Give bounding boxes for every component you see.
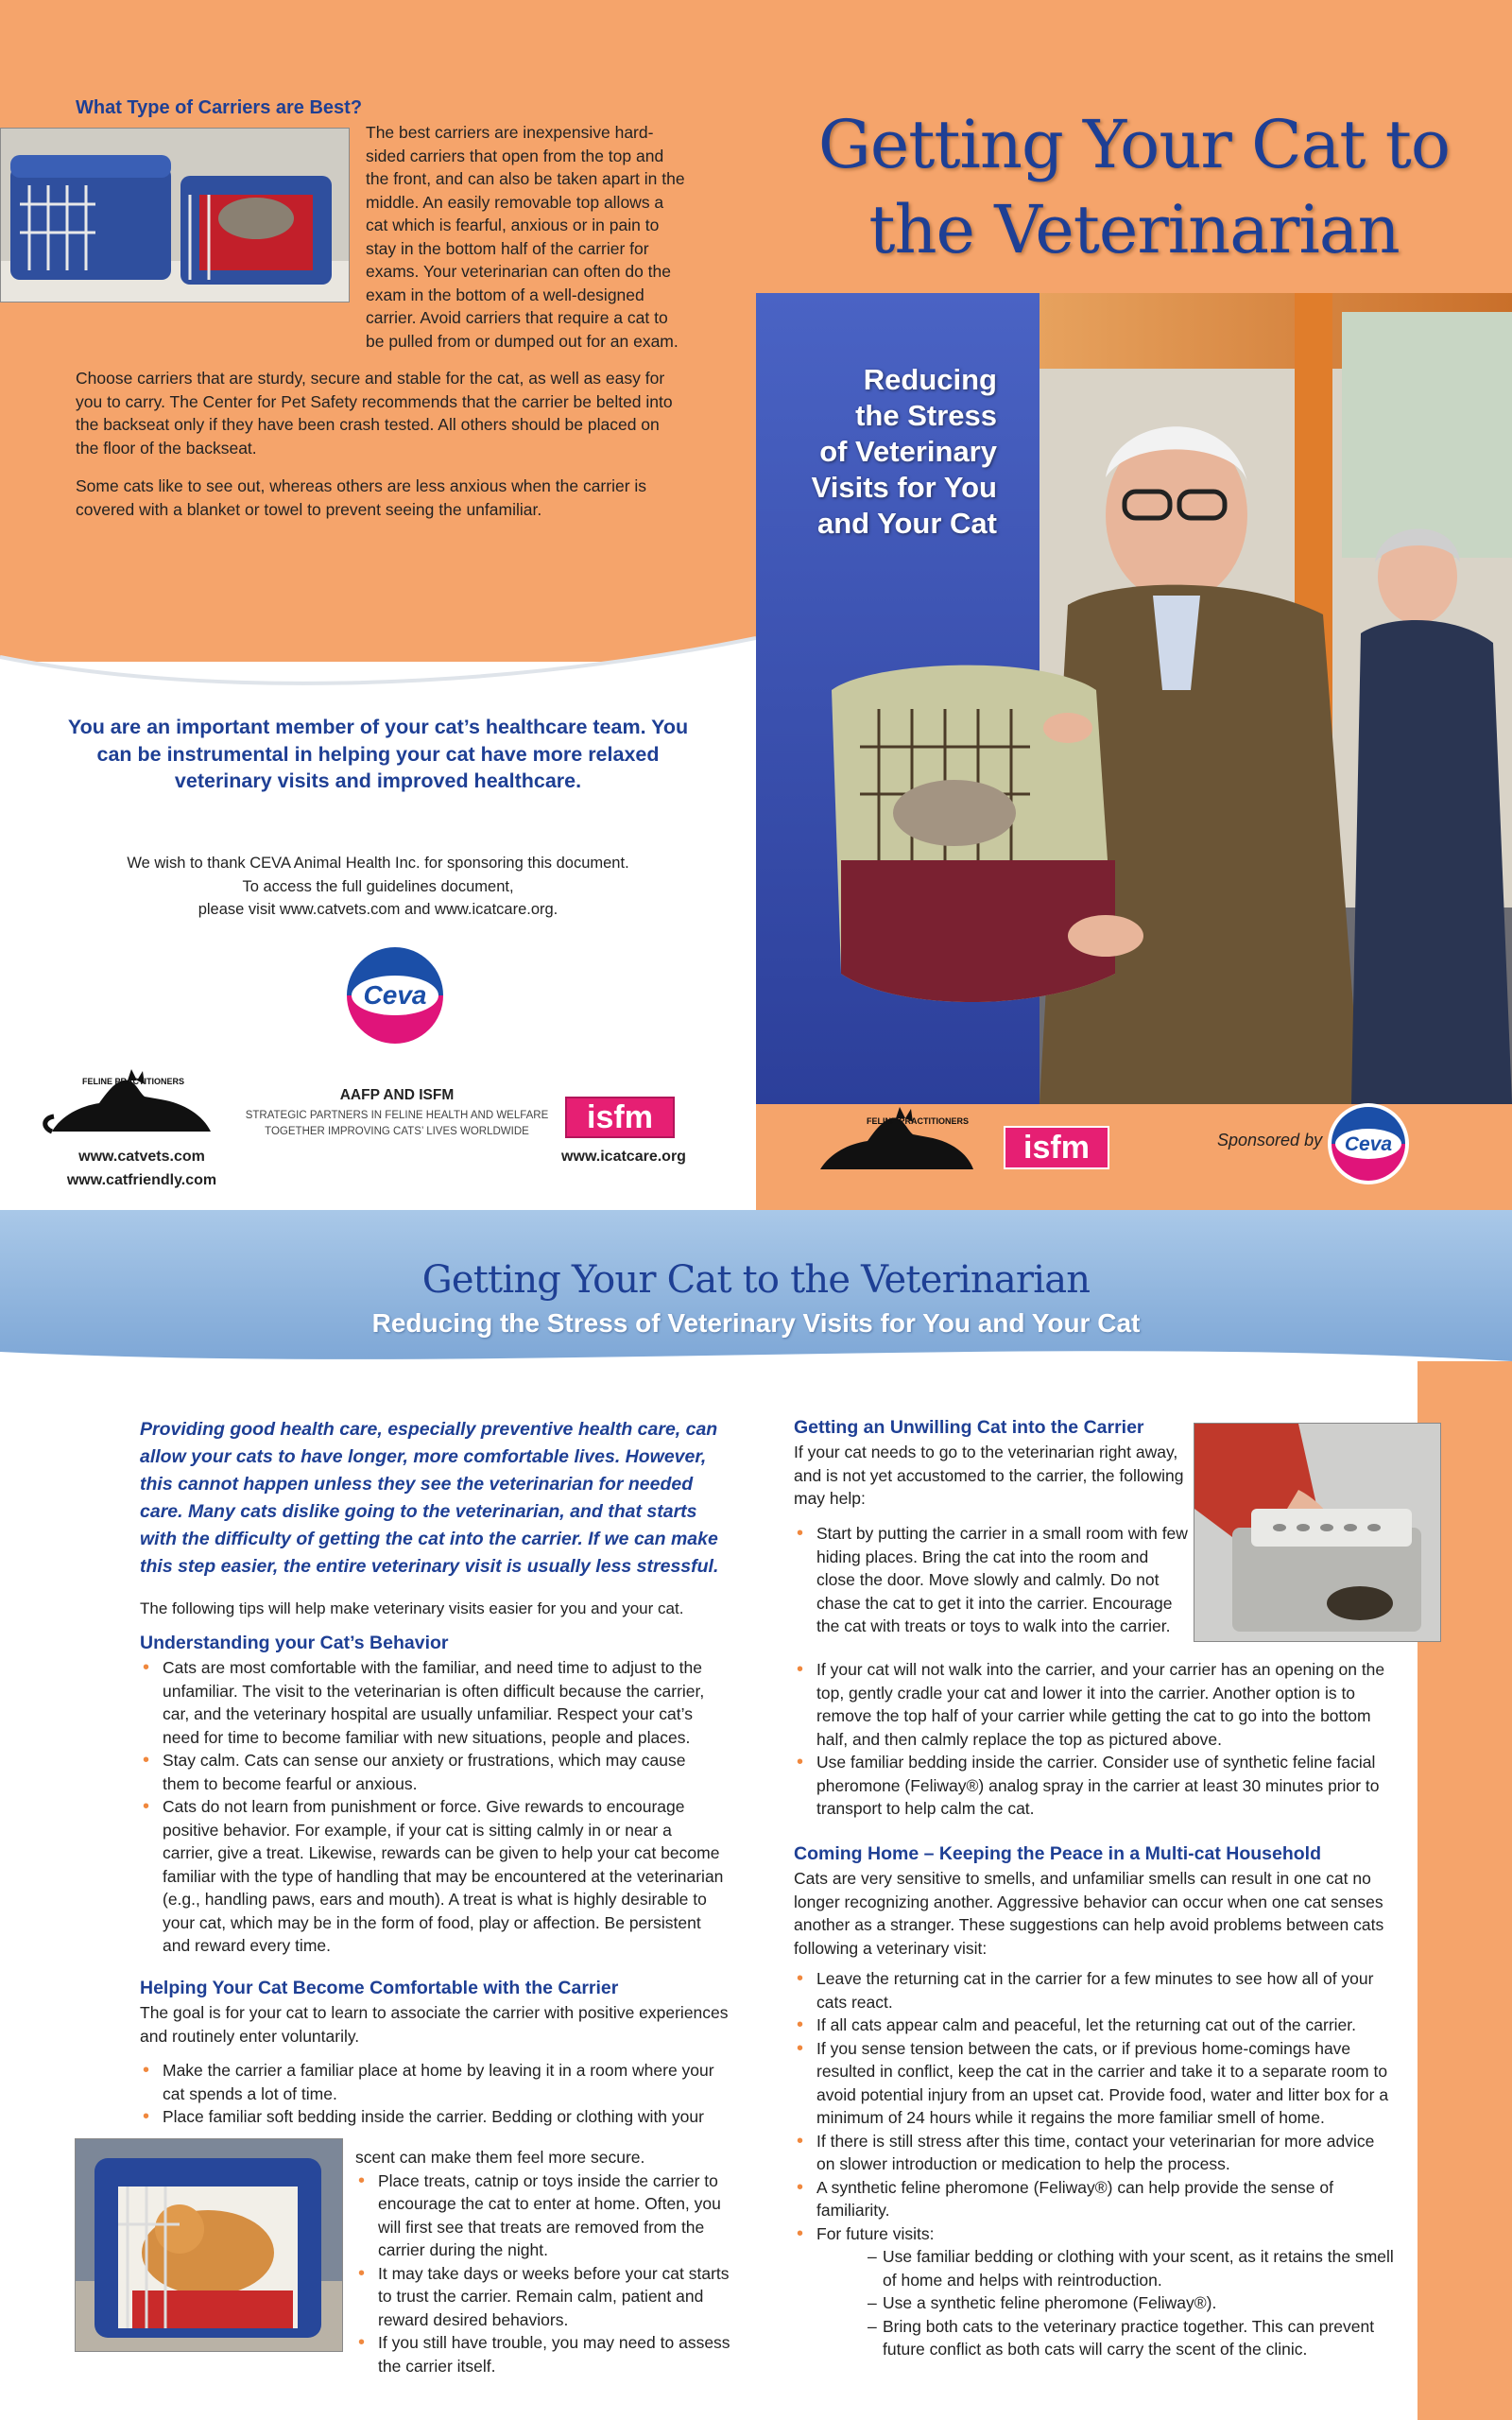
tagline-line-1: STRATEGIC PARTNERS IN FELINE HEALTH AND WELFARE [245, 1110, 549, 1121]
sponsored-by-label: Sponsored by [1217, 1131, 1323, 1150]
guide-title: Getting Your Cat to the Veterinarian [421, 1258, 1091, 1302]
unwilling-heading: Getting an Unwilling Cat into the Carrier [794, 1417, 1144, 1438]
list-item: • Start by putting the carrier in a small room with few hiding places. Bring the cat into the room and close the door. Move slowly and calmly. Do not chase the cat to get it into the carrier. Encourage the cat with treats or toys to walk into the carrier. [794, 1522, 1191, 1638]
coming-home-heading: Coming Home – Keeping the Peace in a Multi-cat Household [794, 1843, 1321, 1864]
guide-subtitle: Reducing the Stress of Veterinary Visits for You and Your Cat [371, 1308, 1141, 1338]
ceva-logo [1328, 1103, 1409, 1184]
list-item: • If you sense tension between the cats, or if previous home-comings have resulted in conflict, keep the cat in the carrier and take it to a separate room to avoid potential injury from an upset cat. Provide food, water and litter box for a minimum of 24 hours while it regains the more familiar smell of home. [794, 2037, 1389, 2130]
intro-paragraph: Providing good health care, especially preventive health care, can allow your cats to have longer, more comfortable lives. However, this cannot happen unless they see the veterinarian for needed care. Many cats dislike going to the veterinarian, and that starts with the difficulty of getting the cat into the carrier. If we can make this step easier, the entire veterinary visit is usually less stressful. [140, 1419, 719, 1577]
subtitle-line: Visits for You [811, 471, 997, 504]
comfort-list-b [355, 2169, 733, 2378]
list-item: – Use familiar bedding or clothing with your scent, as it retains the smell of home and helps with reintroduction. [868, 2245, 1397, 2291]
list-item: • Use familiar bedding inside the carrier. Consider use of synthetic feline facial pheromone (Feliway®) analog spray in the carrier at least 30 minutes prior to transport to help calm the cat. [794, 1751, 1389, 1821]
carriers-paragraph-3: Some cats like to see out, whereas others are less anxious when the carrier is covered with a blanket or towel to prevent seeing the unfamiliar. [76, 476, 647, 519]
cover-panel [756, 0, 1512, 1210]
tagline-line-2: TOGETHER IMPROVING CATS’ LIVES WORLDWIDE [265, 1126, 529, 1137]
comfort-goal: The goal is for your cat to learn to associate the carrier with positive experiences and routinely enter voluntarily. [140, 2003, 729, 2046]
list-item: • Leave the returning cat in the carrier for a few minutes to see how all of your cats react. [794, 1967, 1389, 2014]
list-item: – Bring both cats to the veterinary practice together. This can prevent future conflict as both cats will carry the scent of the clinic. [868, 2315, 1397, 2361]
list-item: • If you still have trouble, you may need to assess the carrier itself. [355, 2331, 733, 2377]
important-statement: You are an important member of your cat’s healthcare team. You can be instrumental in helping your cat have more relaxed veterinary visits and improved healthcare. [67, 716, 689, 792]
list-item: • Cats do not learn from punishment or force. Give rewards to encourage positive behavior. For example, if your cat is sitting calmly in or near a carrier, give a treat. Likewise, rewards can be given to help your cat become familiar with the type of handling that may be encountered at the veterinarian (e.g., handling paws, ears and mouth). A treat is what is highly desirable to your cat, which may be in the form of food, play or affection. Be persistent and reward every time. [140, 1795, 726, 1958]
svg-text:FELINE PRACTITIONERS: FELINE PRACTITIONERS [866, 1116, 969, 1126]
list-item: • If all cats appear calm and peaceful, let the returning cat out of the carrier. [794, 2014, 1389, 2037]
unwilling-list-continued [794, 1658, 1389, 1821]
unwilling-list [794, 1522, 1191, 1638]
cover-title-line-2: the Veterinarian [868, 191, 1400, 268]
aafp-isfm-title: AAFP AND ISFM [339, 1087, 455, 1103]
list-item: • Place treats, catnip or toys inside the carrier to encourage the cat to enter at home. Often, you will first see that treats are removed from the carrier during the night. [355, 2169, 733, 2262]
thanks-block [57, 852, 699, 922]
feline-practitioners-logo [43, 1063, 217, 1144]
list-item: • If there is still stress after this time, contact your veterinarian for more advice on slower introduction or medication to help the process. [794, 2130, 1389, 2176]
list-item: • Place familiar soft bedding inside the carrier. Bedding or clothing with your [140, 2105, 735, 2129]
comfort-list [140, 2059, 735, 2129]
list-item: • It may take days or weeks before your cat starts to trust the carrier. Remain calm, patient and reward desired behaviors. [355, 2262, 733, 2332]
guide-panel [0, 1210, 1512, 2420]
unwilling-intro: If your cat needs to go to the veterinarian right away, and is not yet accustomed to the carrier, the following may help: [794, 1443, 1184, 1508]
visit-line: please visit www.catvets.com and www.icatcare.org. [198, 901, 558, 918]
cat-in-carrier-photo [75, 2138, 343, 2352]
coming-home-intro: Cats are very sensitive to smells, and unfamiliar smells can result in one cat no longer recognizing another. Aggressive behavior can occur when one cat senses another as a stranger. These suggestions can help avoid problems between cats following a veterinary visit: [794, 1869, 1384, 1958]
thanks-line: We wish to thank CEVA Animal Health Inc. for sponsoring this document. [127, 855, 629, 872]
carriers-paragraph-1: The best carriers are inexpensive hard-sided carriers that open from the top and the front, and can also be taken apart in the middle. An easily removable top allows a cat which is fearful, anxious or in pain to stay in the bottom half of the carrier for exams. Your veterinarian can often do the exam in the bottom of a well-designed carrier. Avoid carriers that require a cat to be pulled from or dumped out for an exam. [366, 123, 685, 351]
comfort-continued-text: scent can make them feel more secure. [355, 2148, 645, 2167]
cover-title [756, 102, 1512, 272]
svg-text:Ceva: Ceva [1344, 1133, 1393, 1155]
list-item: • Stay calm. Cats can sense our anxiety or frustrations, which may cause them to become fearful or anxious. [140, 1749, 726, 1795]
list-item: • For future visits: [794, 2222, 1389, 2246]
subtitle-line: and Your Cat [816, 507, 997, 540]
svg-text:Ceva: Ceva [363, 980, 427, 1010]
comfort-list-continued [355, 2146, 733, 2377]
icatcare-url[interactable]: www.icatcare.org [561, 1149, 686, 1165]
feline-practitioners-logo [813, 1101, 978, 1182]
understanding-heading: Understanding your Cat’s Behavior [140, 1633, 449, 1653]
subtitle-line: of Veterinary [819, 435, 997, 468]
coming-home-list [794, 1967, 1389, 2245]
access-line: To access the full guidelines document, [242, 877, 514, 895]
svg-text:FELINE PRACTITIONERS: FELINE PRACTITIONERS [81, 1077, 184, 1086]
carriers-paragraph-2: Choose carriers that are sturdy, secure and stable for the cat, as well as easy for you to carry. The Center for Pet Safety recommends that the carrier be belted into the backseat only if they have been crash tested. All others should be placed on the floor of the backseat. [76, 369, 673, 458]
catvets-url[interactable]: www.catvets.com [78, 1149, 205, 1165]
subtitle-line: Reducing [863, 363, 997, 396]
hands-carrier-photo [1194, 1423, 1441, 1642]
isfm-logo: isfm [1004, 1126, 1109, 1169]
carriers-photo [0, 128, 350, 302]
ceva-logo [341, 942, 449, 1049]
list-item: • Make the carrier a familiar place at home by leaving it in a room where your cat spends a lot of time. [140, 2059, 735, 2105]
list-item: – Use a synthetic feline pheromone (Feliway®). [868, 2291, 1397, 2315]
carriers-heading: What Type of Carriers are Best? [76, 97, 363, 118]
comfort-heading: Helping Your Cat Become Comfortable with the Carrier [140, 1978, 619, 1998]
subtitle-line: the Stress [855, 399, 997, 432]
list-item: • A synthetic feline pheromone (Feliway®) can help provide the sense of familiarity. [794, 2176, 1389, 2222]
catfriendly-url[interactable]: www.catfriendly.com [66, 1172, 217, 1188]
cover-title-line-1: Getting Your Cat to [817, 106, 1451, 183]
aafp-isfm-tagline [236, 1108, 558, 1140]
understanding-list [140, 1656, 726, 1958]
tips-line: The following tips will help make veterinary visits easier for you and your cat. [140, 1599, 684, 1617]
future-visits-list [868, 2245, 1397, 2361]
list-item: • If your cat will not walk into the carrier, and your carrier has an opening on the top, gently cradle your cat and lower it into the carrier. Another option is to remove the top half of your carrier while getting the cat to go into the bottom half, and then calmly replace the top as pictured above. [794, 1658, 1389, 1751]
back-panel [0, 0, 756, 1210]
list-item: • Cats are most comfortable with the familiar, and need time to adjust to the unfamiliar. The visit to the veterinarian is often difficult because the carrier, car, and the veterinary hospital are usually unfamiliar. Respect your cat’s need for time to become familiar with new situations, people and places. [140, 1656, 726, 1749]
cover-subtitle [780, 362, 997, 542]
wave-divider [0, 605, 756, 690]
isfm-logo: isfm [565, 1097, 675, 1138]
